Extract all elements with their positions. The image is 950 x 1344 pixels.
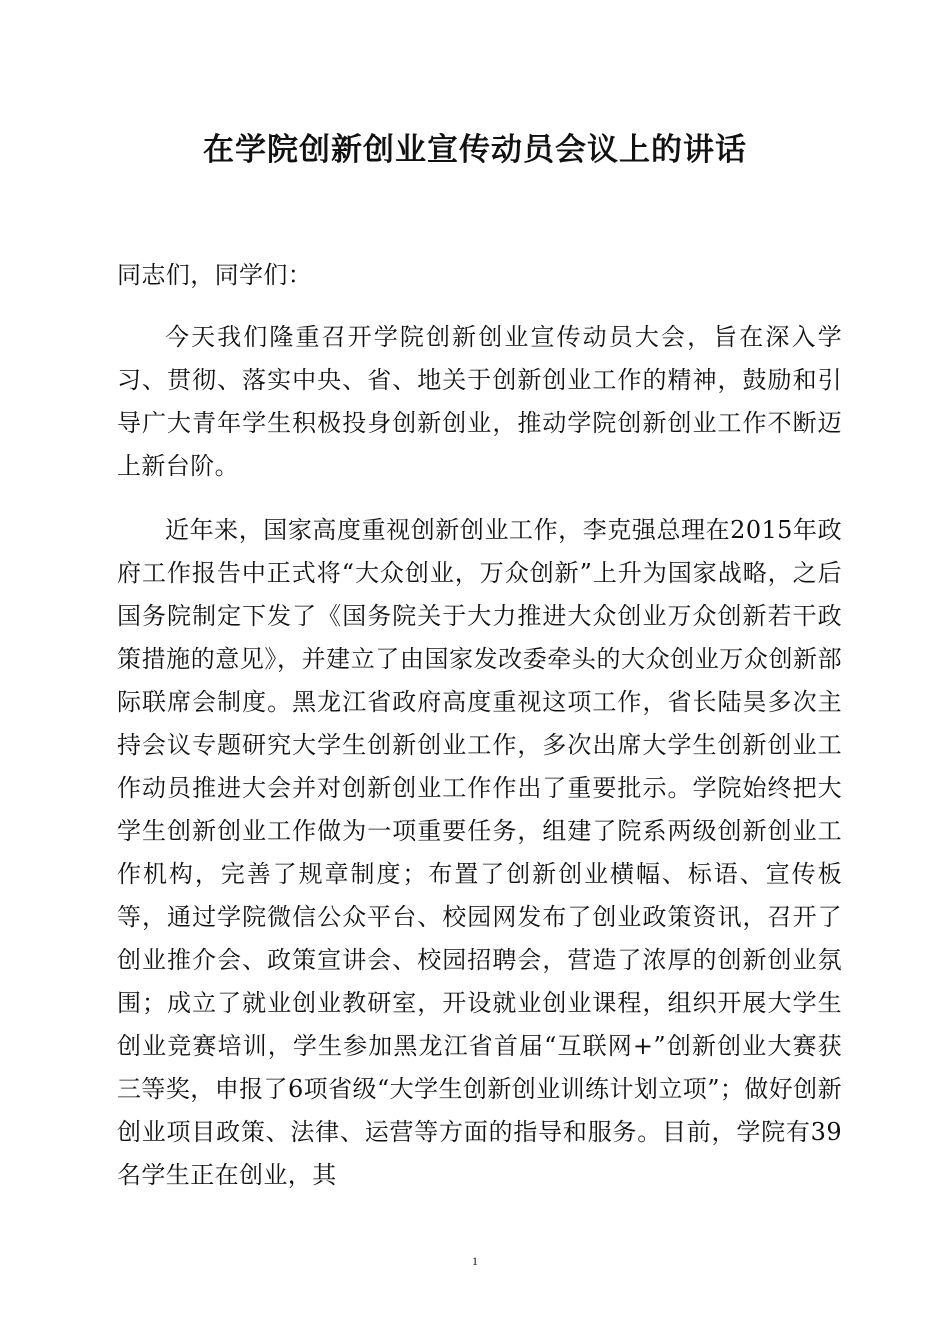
salutation: 同志们，同学们： [117,261,313,289]
paragraph-1-container [117,316,842,488]
paragraph-2-container [117,509,842,1197]
page-title: 在学院创新创业宣传动员会议上的讲话 [203,132,747,168]
page-number: 1 [472,1254,478,1268]
paragraph-2: 近年来，国家高度重视创新创业工作，李克强总理在2015年政府工作报告中正式将“大众创业，万众创新”上升为国家战略，之后国务院制定下发了《国务院关于大力推进大众创业万众创新若干政策措施的意见》，并建立了由国家发改委牵头的大众创业万众创新部际联席会制度。黑龙江省政府高度重视这项工作，省长陆昊多次主持会议专题研究大学生创新创业工作，多次出席大学生创新创业工作动员推进大会并对创新创业工作作出了重要批示。学院始终把大学生创新创业工作做为一项重要任务，组建了院系两级创新创业工作机构，完善了规章制度；布置了创新创业横幅、标语、宣传板等，通过学院微信公众平台、校园网发布了创业政策资讯，召开了创业推介会、政策宣讲会、校园招聘会，营造了浓厚的创新创业氛围；成立了就业创业教研室，开设就业创业课程，组织开展大学生创业竞赛培训，学生参加黑龙江省首届“互联网+”创新创业大赛获三等奖，申报了6项省级“大学生创新创业训练计划立项”；做好创新创业项目政策、法律、运营等方面的指导和服务。目前，学院有39名学生正在创业，其 [117,516,842,1189]
paragraph-1: 今天我们隆重召开学院创新创业宣传动员大会，旨在深入学习、贯彻、落实中央、省、地关于创新创业工作的精神，鼓励和引导广大青年学生积极投身创新创业，推动学院创新创业工作不断迈上新台阶。 [117,323,842,480]
